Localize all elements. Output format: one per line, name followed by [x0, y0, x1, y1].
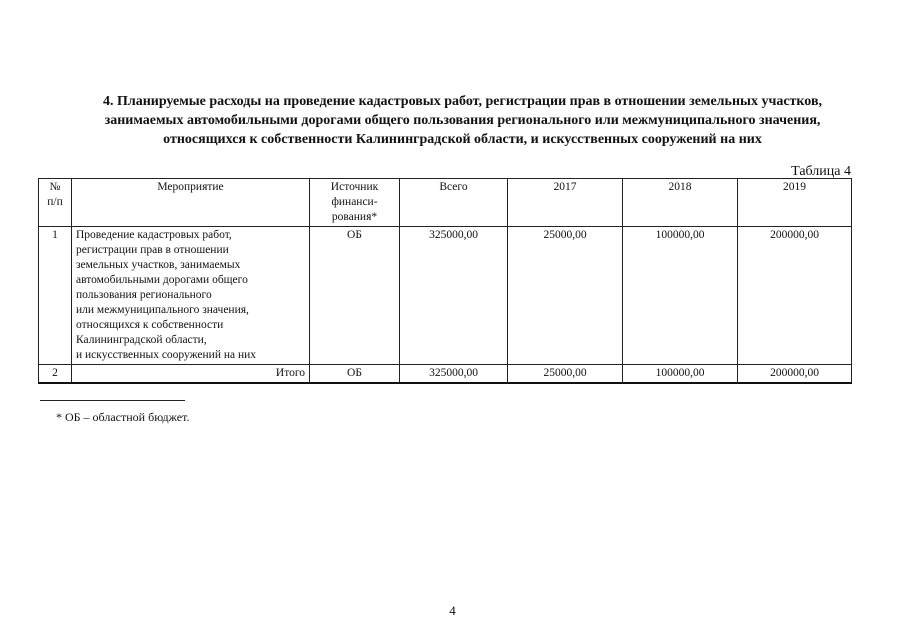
header-num-line: № [49, 181, 61, 193]
event-line: земельных участков, занимаемых [76, 259, 241, 271]
cell-2019: 200000,00 [738, 227, 852, 365]
footnote: * ОБ – областной бюджет. [56, 410, 190, 424]
event-line: и искусственных сооружений на них [76, 349, 257, 361]
cell-2019: 200000,00 [738, 365, 852, 384]
header-source-line: Источник [330, 181, 379, 193]
header-2018: 2018 [623, 179, 738, 227]
cell-source: ОБ [310, 227, 400, 365]
cell-2017: 25000,00 [508, 365, 623, 384]
header-source-line: финанси- [331, 196, 378, 208]
table-header-row [39, 179, 852, 227]
header-source [310, 179, 400, 227]
event-line: или межмуниципального значения, [76, 304, 249, 316]
header-2017: 2017 [508, 179, 623, 227]
cell-2018: 100000,00 [623, 227, 738, 365]
table-caption: Таблица 4 [791, 164, 851, 179]
event-line: автомобильными дорогами общего [76, 274, 248, 286]
table-row [39, 227, 852, 365]
cell-total: 325000,00 [400, 365, 508, 384]
header-num-line: п/п [47, 196, 63, 208]
document-title [40, 92, 885, 149]
cell-2018: 100000,00 [623, 365, 738, 384]
cell-event [72, 227, 310, 365]
cell-total: 325000,00 [400, 227, 508, 365]
header-total: Всего [400, 179, 508, 227]
title-line: занимаемых автомобильными дорогами общего пользования регионального или межмуниципального значения, [104, 113, 821, 128]
event-line: регистрации прав в отношении [76, 244, 229, 256]
header-num [39, 179, 72, 227]
cell-num: 2 [39, 365, 72, 384]
header-source-line: рования* [331, 211, 378, 223]
header-event: Мероприятие [72, 179, 310, 227]
header-2019: 2019 [738, 179, 852, 227]
title-line: относящихся к собственности Калининградской области, и искусственных сооружений на них [163, 132, 762, 147]
cell-event: Итого [72, 365, 310, 384]
expenses-table [38, 178, 852, 384]
cell-source: ОБ [310, 365, 400, 384]
table-row-total [39, 365, 852, 384]
footnote-divider [40, 400, 185, 401]
event-line: Калининградской области, [76, 334, 207, 346]
cell-2017: 25000,00 [508, 227, 623, 365]
event-line: пользования регионального [76, 289, 212, 301]
event-line: относящихся к собственности [76, 319, 224, 331]
cell-num: 1 [39, 227, 72, 365]
event-line: Проведение кадастровых работ, [76, 229, 232, 241]
title-line: 4. Планируемые расходы на проведение кадастровых работ, регистрации прав в отношении земельных участков, [102, 94, 823, 109]
page-number: 4 [449, 603, 456, 618]
